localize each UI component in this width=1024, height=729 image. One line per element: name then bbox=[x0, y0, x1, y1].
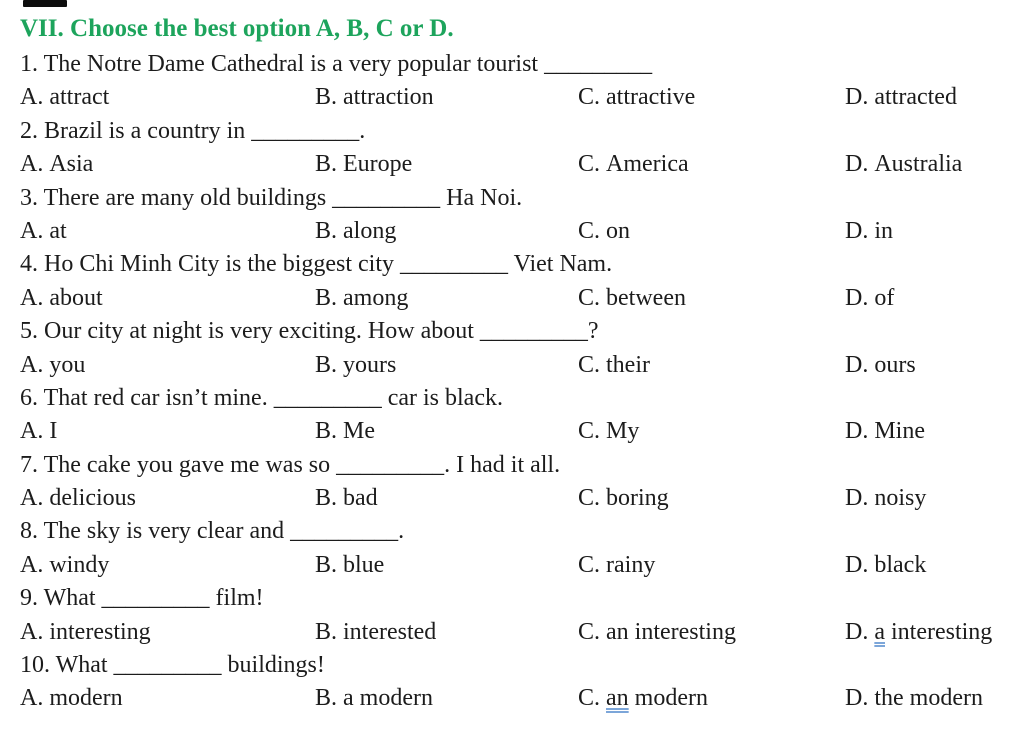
option-text: yours bbox=[343, 351, 397, 378]
option-key: B. bbox=[315, 485, 338, 512]
option-a bbox=[20, 81, 109, 114]
question-text: 4. Ho Chi Minh City is the biggest city _________ Viet Nam. bbox=[20, 251, 613, 278]
option-text: you bbox=[49, 351, 86, 378]
option-text: Europe bbox=[343, 151, 413, 178]
option-c bbox=[578, 215, 630, 248]
option-text: attract bbox=[49, 84, 110, 111]
option-c bbox=[578, 616, 736, 649]
option-key: C. bbox=[578, 284, 601, 311]
option-key: C. bbox=[578, 618, 601, 645]
option-text: black bbox=[874, 551, 927, 578]
option-b bbox=[315, 81, 434, 114]
option-key: B. bbox=[315, 217, 338, 244]
option-d bbox=[845, 682, 983, 715]
option-text: in bbox=[874, 217, 894, 244]
option-b bbox=[315, 616, 436, 649]
question-text: 9. What _________ film! bbox=[20, 585, 264, 612]
option-b bbox=[315, 282, 408, 315]
option-b bbox=[315, 349, 396, 382]
option-a bbox=[20, 148, 93, 181]
option-text: among bbox=[343, 284, 409, 311]
option-a bbox=[20, 415, 57, 448]
option-d bbox=[845, 81, 957, 114]
option-a bbox=[20, 549, 109, 582]
option-text: interesting bbox=[891, 618, 993, 645]
option-a bbox=[20, 616, 151, 649]
option-text: a modern bbox=[343, 685, 433, 712]
option-key: B. bbox=[315, 284, 338, 311]
option-text: America bbox=[606, 151, 689, 178]
option-c bbox=[578, 549, 655, 582]
question-text: 10. What _________ buildings! bbox=[20, 652, 325, 679]
option-text: attractive bbox=[606, 84, 696, 111]
option-key: D. bbox=[845, 151, 869, 178]
option-text: of bbox=[874, 284, 895, 311]
option-text: windy bbox=[49, 551, 110, 578]
option-key: C. bbox=[578, 418, 601, 445]
option-d bbox=[845, 415, 925, 448]
option-b bbox=[315, 215, 396, 248]
option-a bbox=[20, 215, 67, 248]
options-row bbox=[20, 482, 1016, 515]
option-d bbox=[845, 282, 894, 315]
option-d bbox=[845, 349, 916, 382]
option-c bbox=[578, 282, 686, 315]
option-key: D. bbox=[845, 685, 869, 712]
options-row bbox=[20, 282, 1016, 315]
option-key: B. bbox=[315, 618, 338, 645]
option-text: bad bbox=[343, 485, 378, 512]
options-row bbox=[20, 415, 1016, 448]
option-text: Mine bbox=[874, 418, 926, 445]
option-key: C. bbox=[578, 351, 601, 378]
options-row bbox=[20, 549, 1016, 582]
option-b bbox=[315, 549, 384, 582]
question-text: 1. The Notre Dame Cathedral is a very popular tourist _________ bbox=[20, 51, 653, 77]
grammar-underlined-word: a bbox=[874, 618, 885, 645]
scan-artifact-mark bbox=[23, 0, 67, 7]
section-title: VII. Choose the best option A, B, C or D. bbox=[20, 15, 454, 42]
option-b bbox=[315, 415, 375, 448]
options-row bbox=[20, 682, 1016, 715]
option-text: the modern bbox=[874, 685, 983, 712]
option-key: B. bbox=[315, 418, 338, 445]
option-a bbox=[20, 482, 136, 515]
option-key: D. bbox=[845, 485, 869, 512]
option-c bbox=[578, 482, 669, 515]
option-key: B. bbox=[315, 685, 338, 712]
option-key: A. bbox=[20, 685, 44, 712]
options-row bbox=[20, 215, 1016, 248]
option-text: on bbox=[606, 217, 631, 244]
option-b bbox=[315, 148, 412, 181]
option-text: My bbox=[606, 418, 640, 445]
options-row bbox=[20, 81, 1016, 114]
option-text: modern bbox=[634, 685, 708, 712]
option-text: interested bbox=[343, 618, 437, 645]
option-text: rainy bbox=[606, 551, 656, 578]
question-text: 5. Our city at night is very exciting. How about _________? bbox=[20, 318, 599, 345]
option-text: their bbox=[606, 351, 650, 378]
question-text: 8. The sky is very clear and _________. bbox=[20, 518, 405, 545]
option-text: attracted bbox=[874, 84, 957, 111]
question-text: 2. Brazil is a country in _________. bbox=[20, 117, 366, 144]
question-list bbox=[20, 48, 1016, 716]
option-key: C. bbox=[578, 685, 601, 712]
option-key: B. bbox=[315, 84, 338, 111]
option-d bbox=[845, 549, 926, 582]
option-text: ours bbox=[874, 351, 916, 378]
option-text: between bbox=[606, 284, 686, 311]
grammar-underlined-word: an bbox=[606, 685, 629, 712]
option-d bbox=[845, 215, 893, 248]
question-text: 3. There are many old buildings _________ Ha Noi. bbox=[20, 184, 523, 211]
option-key: A. bbox=[20, 418, 44, 445]
option-c bbox=[578, 81, 695, 114]
option-key: A. bbox=[20, 618, 44, 645]
option-key: A. bbox=[20, 284, 44, 311]
option-d bbox=[845, 148, 962, 181]
option-text: attraction bbox=[343, 84, 434, 111]
option-text: interesting bbox=[49, 618, 151, 645]
option-text: blue bbox=[343, 551, 385, 578]
option-key: A. bbox=[20, 351, 44, 378]
option-key: D. bbox=[845, 351, 869, 378]
option-a bbox=[20, 349, 85, 382]
options-row bbox=[20, 616, 1016, 649]
option-key: D. bbox=[845, 418, 869, 445]
option-key: A. bbox=[20, 151, 44, 178]
question-text: 6. That red car isn’t mine. _________ car is black. bbox=[20, 384, 503, 411]
option-key: A. bbox=[20, 551, 44, 578]
option-key: C. bbox=[578, 151, 601, 178]
options-row bbox=[20, 148, 1016, 181]
option-text: at bbox=[49, 217, 67, 244]
option-key: D. bbox=[845, 618, 869, 645]
option-text: Asia bbox=[49, 151, 94, 178]
option-d bbox=[845, 482, 926, 515]
option-b bbox=[315, 482, 378, 515]
option-key: B. bbox=[315, 151, 338, 178]
option-text: noisy bbox=[874, 485, 927, 512]
options-row bbox=[20, 349, 1016, 382]
option-d bbox=[845, 616, 992, 649]
option-c bbox=[578, 415, 639, 448]
option-key: B. bbox=[315, 551, 338, 578]
option-key: D. bbox=[845, 84, 869, 111]
option-a bbox=[20, 682, 123, 715]
option-key: B. bbox=[315, 351, 338, 378]
option-key: C. bbox=[578, 84, 601, 111]
option-key: A. bbox=[20, 217, 44, 244]
option-text: an interesting bbox=[606, 618, 736, 645]
option-key: A. bbox=[20, 485, 44, 512]
option-key: D. bbox=[845, 217, 869, 244]
option-key: C. bbox=[578, 485, 601, 512]
option-text: Me bbox=[343, 418, 376, 445]
option-key: D. bbox=[845, 551, 869, 578]
option-text: delicious bbox=[49, 485, 136, 512]
option-text: boring bbox=[606, 485, 669, 512]
option-c bbox=[578, 148, 689, 181]
option-text: I bbox=[49, 418, 58, 445]
option-c bbox=[578, 682, 708, 715]
option-text: Australia bbox=[874, 151, 963, 178]
option-text: modern bbox=[49, 685, 123, 712]
option-key: A. bbox=[20, 84, 44, 111]
option-a bbox=[20, 282, 103, 315]
option-key: C. bbox=[578, 551, 601, 578]
option-c bbox=[578, 349, 650, 382]
option-key: C. bbox=[578, 217, 601, 244]
option-text: about bbox=[49, 284, 103, 311]
option-b bbox=[315, 682, 433, 715]
question-text: 7. The cake you gave me was so _________. I had it all. bbox=[20, 451, 561, 478]
option-key: D. bbox=[845, 284, 869, 311]
option-text: along bbox=[343, 217, 397, 244]
